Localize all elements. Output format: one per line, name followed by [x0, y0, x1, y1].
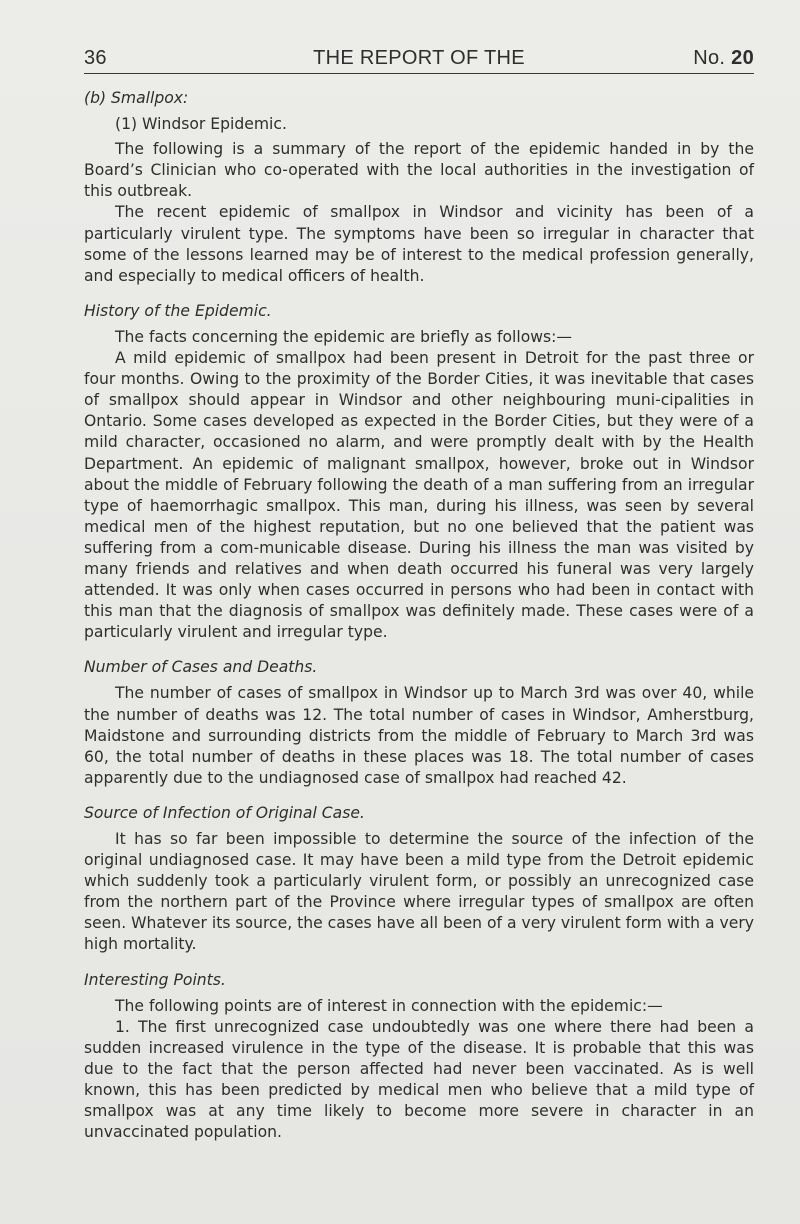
numbers-paragraph-1: The number of cases of smallpox in Windsor up to March 3rd was over 40, while the number of deaths was 12. The total number of cases in Windsor, Amherstburg, Maidstone and surrounding districts from the middle of February to March 3rd was 60, the total number of deaths in these places was 18. The total number of cases apparently due to the undiagnosed case of smallpox had reached 42. — [84, 684, 754, 787]
interesting-heading: Interesting Points. — [84, 970, 226, 989]
intro-paragraph-1: The following is a summary of the report of the epidemic handed in by the Board’s Clinician who co-operated with the local authorities in the investigation of this outbreak. — [84, 140, 754, 201]
intro-paragraph-2: The recent epidemic of smallpox in Windsor and vicinity has been of a particularly virulent type. The symptoms have been so irregular in character that some of the lessons learned may be of interest to the medical profession generally, and especially to medical officers of health. — [84, 203, 754, 285]
running-title: THE REPORT OF THE — [313, 47, 525, 69]
history-heading: History of the Epidemic. — [84, 301, 272, 320]
interesting-paragraph-2: 1. The first unrecognized case undoubtedly was one where there had been a sudden increased virulence in the type of the disease. It is probable that this was due to the fact that the person affected had never been vaccinated. As is well known, this has been predicted by medical men who believe that a mild type of smallpox was at any time likely to become more severe in character in an unvaccinated population. — [84, 1017, 754, 1142]
history-paragraph-2: A mild epidemic of smallpox had been present in Detroit for the past three or four months. Owing to the proximity of the Border Cities, it was inevitable that cases of smallpox should appear in Windsor and other neighbouring muni-cipalities in Ontario. Some cases developed as expected in the Border Cities, but they were of a mild character, occasioned no alarm, and were promptly dealt with by the Health Department. An epidemic of malignant smallpox, however, broke out in Windsor about the middle of February following the death of a man suffering from an irregular type of haemorrhagic smallpox. This man, during his illness, was seen by several medical men of the highest reputation, but no one believed that the patient was suffering from a com-municable disease. During his illness the man was visited by many friends and relatives and when death occurred his funeral was very largely attended. It was only when cases occurred in persons who had been in contact with this man that the diagnosis of smallpox was definitely made. These cases were of a particularly virulent and irregular type. — [84, 349, 754, 642]
issue-number — [693, 47, 754, 70]
numbers-heading: Number of Cases and Deaths. — [84, 658, 318, 677]
source-paragraph-1: It has so far been impossible to determine the source of the infection of the original undiagnosed case. It may have been a mild type from the Detroit epidemic which suddenly took a particularly virulent form, or possibly an unrecognized case from the northern part of the Province where irregular types of smallpox are often seen. Whatever its source, the cases have all been of a very virulent form with a very high mortality. — [84, 830, 754, 954]
interesting-paragraph-1: The following points are of interest in connection with the epidemic:— — [115, 996, 663, 1015]
source-heading: Source of Infection of Original Case. — [84, 803, 365, 822]
page-body — [84, 88, 754, 1143]
issue-value: 20 — [731, 47, 754, 69]
section-label: (b) Smallpox: — [84, 89, 189, 107]
page-number: 36 — [84, 47, 107, 69]
issue-prefix: No. — [693, 47, 732, 69]
header-rule — [84, 73, 754, 74]
history-paragraph-1: The facts concerning the epidemic are briefly as follows:— — [115, 327, 572, 346]
subsection-title: (1) Windsor Epidemic. — [115, 115, 287, 134]
